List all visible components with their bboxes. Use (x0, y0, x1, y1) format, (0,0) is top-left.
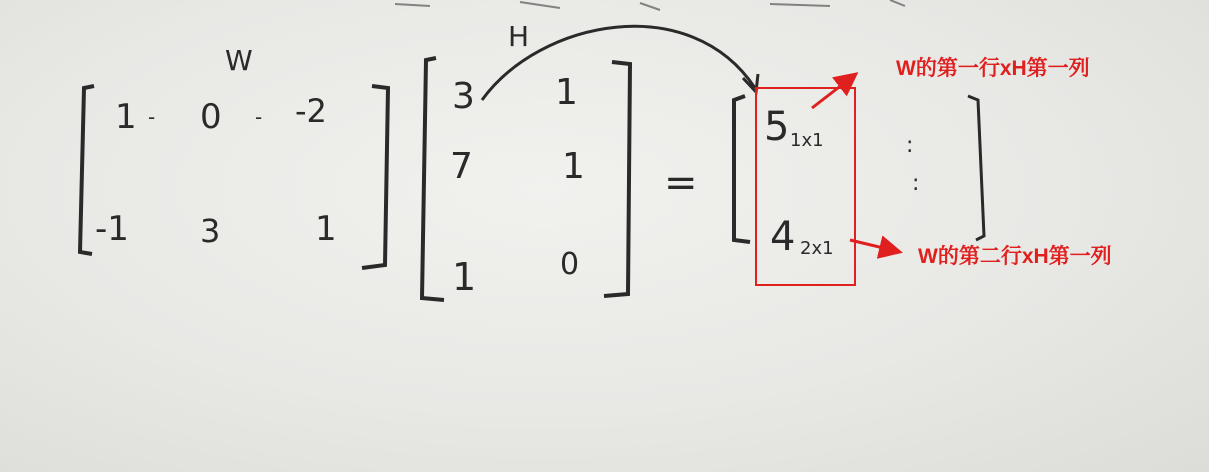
result-entry-value: 5 (764, 104, 790, 150)
result-dots: : (912, 171, 920, 196)
result-entry-value: 4 (770, 214, 796, 260)
result-entry-subscript: 1x1 (790, 130, 824, 151)
matrix-h-cell: 3 (452, 76, 475, 117)
matrix-h-right-bracket (604, 62, 630, 296)
matrix-h-cell: 7 (450, 146, 473, 187)
matrix-w-cell: 1 (315, 209, 337, 249)
matrix-w-cell: -1 (95, 209, 129, 249)
matrix-w-cell: 0 (200, 97, 222, 137)
result-left-bracket (734, 96, 750, 242)
result-entry-subscript: 2x1 (800, 238, 834, 259)
result-right-bracket (968, 96, 984, 240)
top-annotation-arrow (812, 74, 856, 108)
matrix-w-cell: 1 (115, 97, 137, 137)
top-scribbles (395, 0, 905, 10)
matrix-w-left-bracket (80, 86, 94, 254)
annotation-top: W的第一行xH第一列 (896, 57, 1090, 80)
annotation-bottom: W的第二行xH第一列 (918, 245, 1112, 268)
matrix-h-cell: 1 (562, 146, 585, 187)
bottom-annotation-arrow (850, 240, 900, 252)
matrix-w-cell: -2 (295, 92, 327, 130)
matrix-w-label: W (225, 44, 253, 77)
dot-separator: - (255, 105, 263, 129)
matrix-h-cell: 0 (560, 247, 580, 282)
result-dots: : (906, 133, 914, 158)
matrix-h-left-bracket (422, 58, 444, 300)
matrix-h-cell: 1 (452, 255, 477, 299)
matrix-h-cell: 1 (555, 72, 578, 113)
matrix-h-label: H (508, 20, 530, 53)
equals-sign: = (664, 160, 698, 206)
matrix-w-right-bracket (362, 86, 388, 268)
matrix-w-cell: 3 (200, 212, 221, 250)
dot-separator: - (148, 105, 156, 129)
